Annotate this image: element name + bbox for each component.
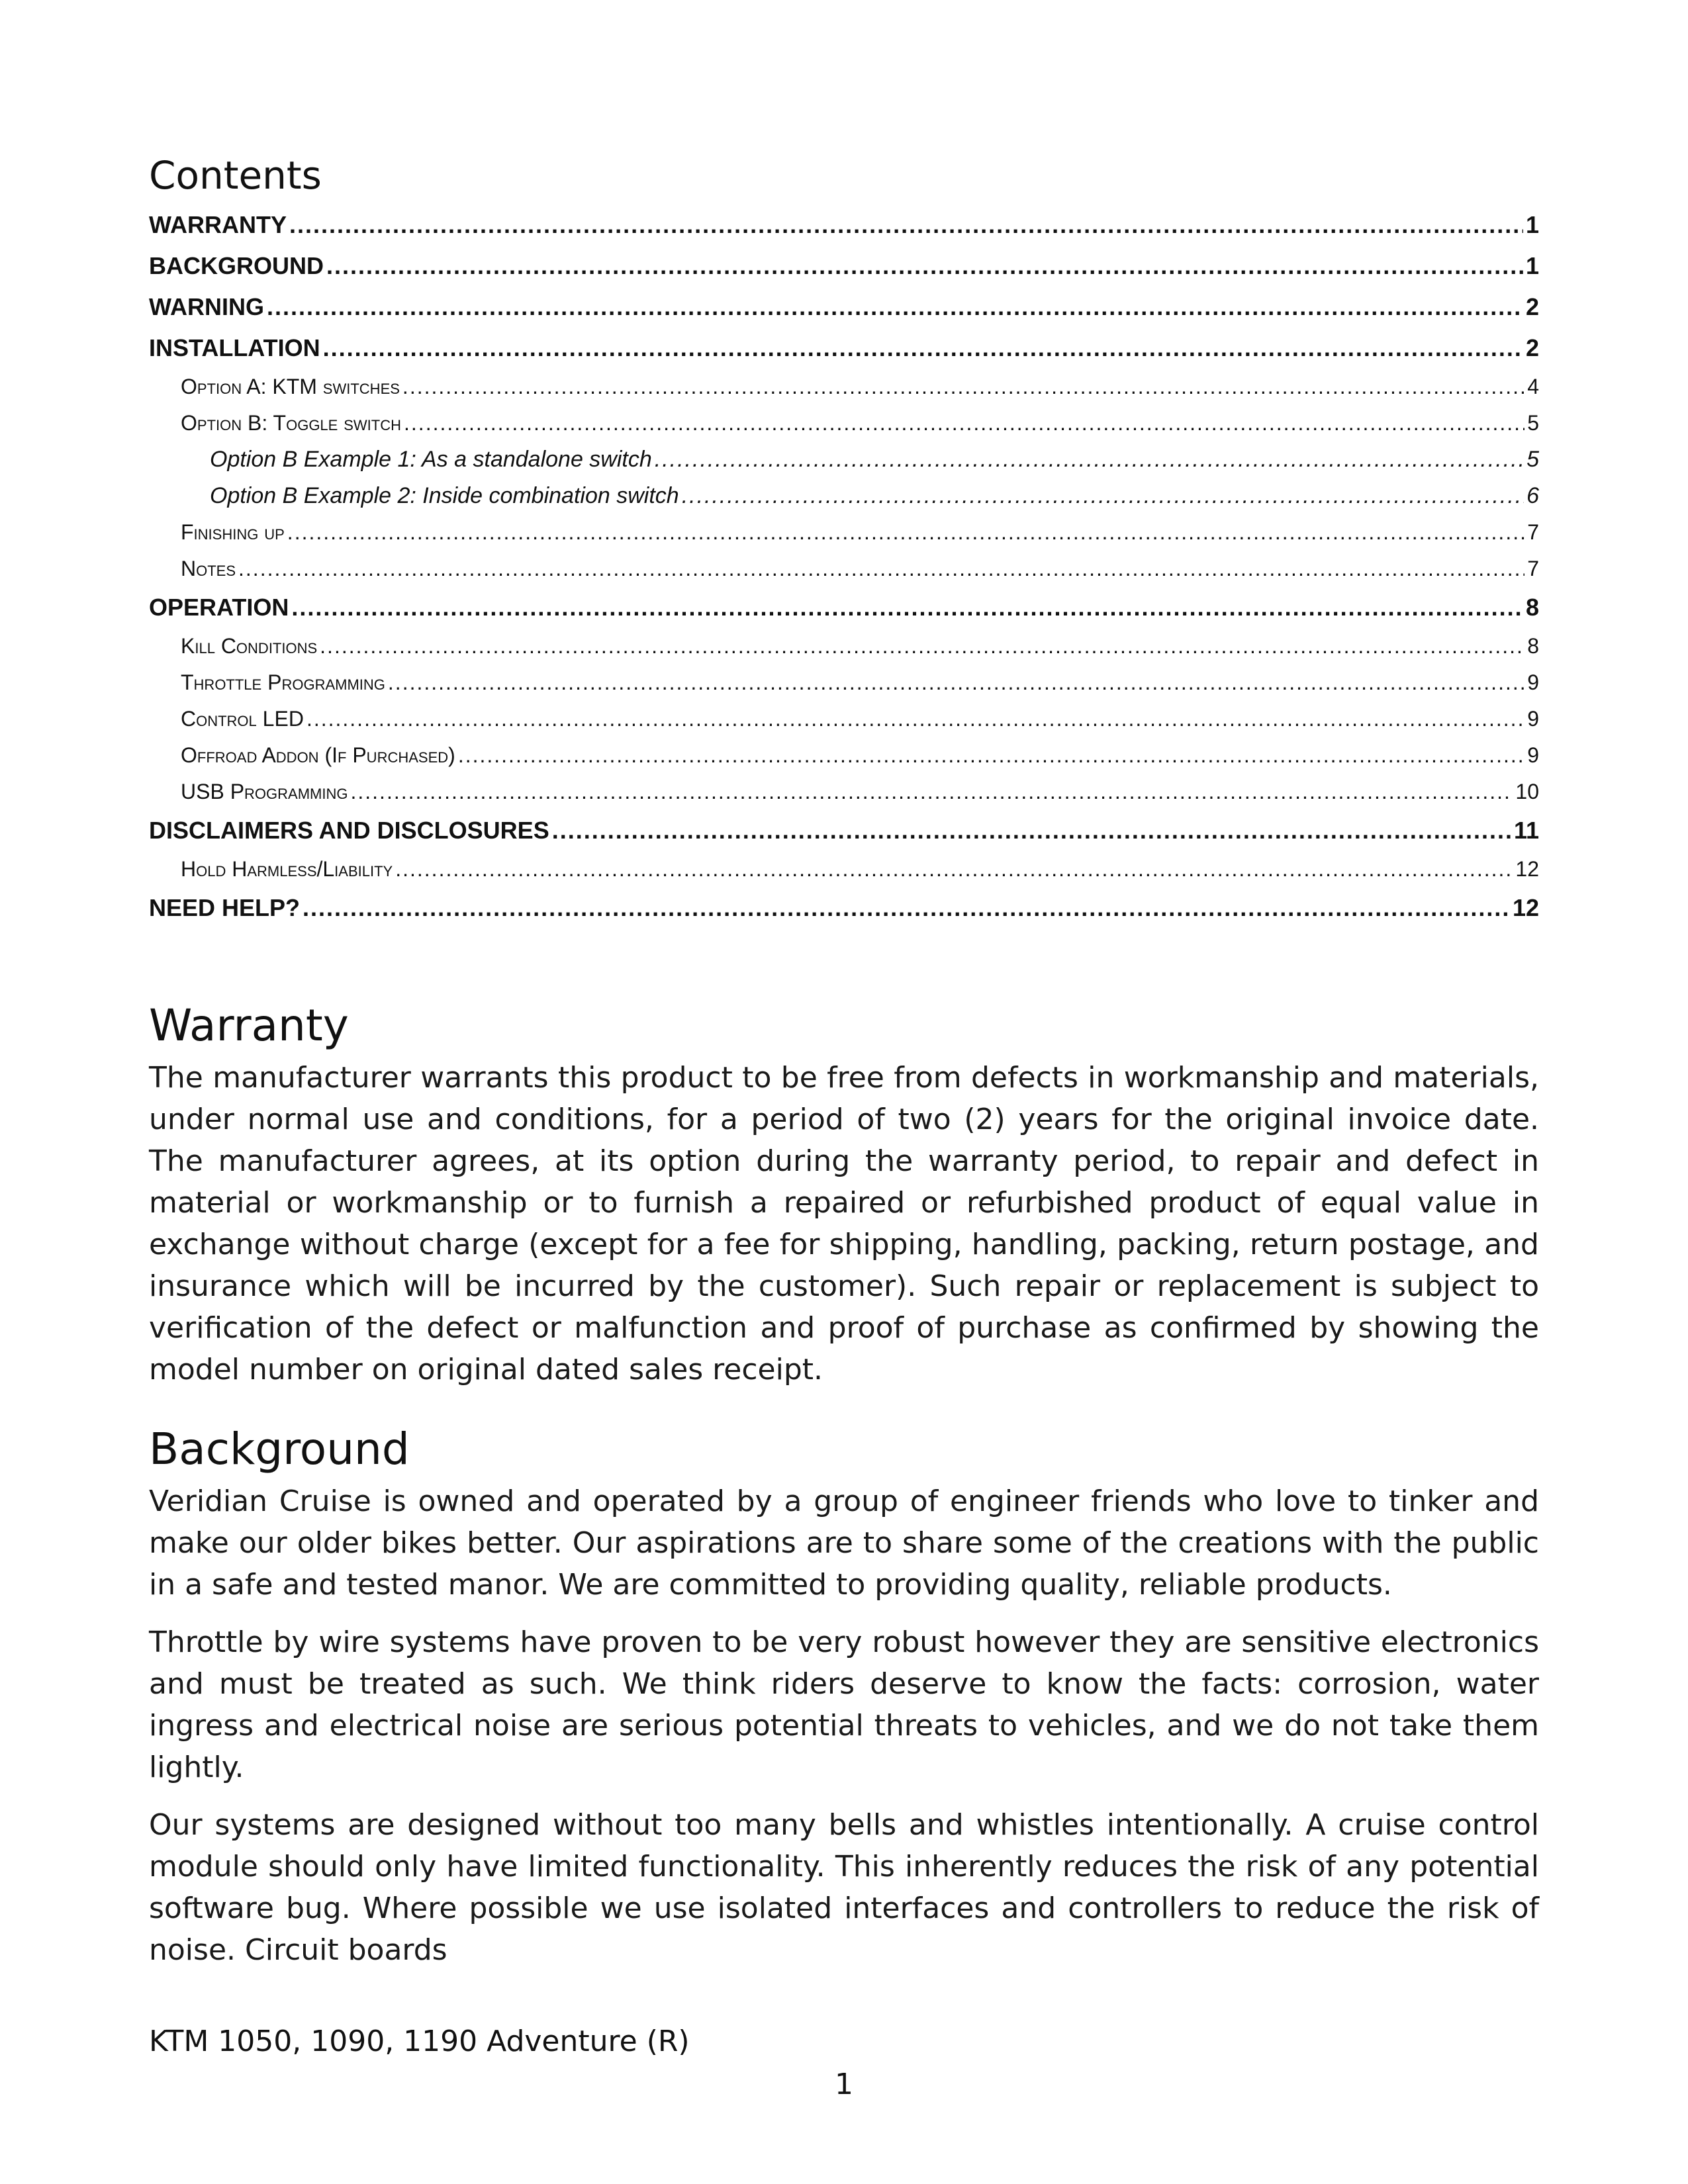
toc-entry-label: Offroad Addon (If Purchased) — [181, 743, 455, 767]
toc-page-number: 7 — [1527, 520, 1539, 544]
toc-entry-offroad-addon[interactable] — [149, 737, 1539, 774]
toc-entry-label: Hold Harmless/Liability — [181, 857, 393, 881]
toc-page-number: 8 — [1525, 594, 1539, 621]
toc-leader — [323, 328, 1523, 369]
toc-entry-need-help[interactable] — [149, 887, 1539, 929]
warranty-paragraph: The manufacturer warrants this product to be free from defects in workmanship and materials, under normal use and conditions, for a period of two (2) years for the original invoice date. The manufacturer agrees, at its option during the warranty period, to repair and defect in material or workmanship or to furnish a repaired or refurbished product of equal value in exchange without charge (except for a fee for shipping, handling, packing, return postage, and insurance which will be incurred by the customer). Such repair or replacement is subject to verification of the defect or malfunction and proof of purchase as confirmed by showing the model number on original dated sales receipt. — [149, 1061, 1539, 1387]
toc-entry-option-b-example-1[interactable] — [149, 441, 1539, 478]
toc-leader — [404, 405, 1524, 441]
toc-leader — [655, 441, 1524, 478]
toc-entry-label: Kill Conditions — [181, 634, 318, 658]
toc-entry-usb-programming[interactable] — [149, 774, 1539, 810]
toc-leader — [395, 851, 1513, 887]
toc-page-number: 5 — [1526, 447, 1539, 472]
toc-page-number: 1 — [1525, 252, 1539, 279]
toc-leader — [238, 551, 1524, 587]
toc-leader — [289, 205, 1523, 246]
toc-entry-label: INSTALLATION — [149, 334, 320, 361]
toc-entry-label: WARRANTY — [149, 211, 287, 238]
footer-model-line: KTM 1050, 1090, 1190 Adventure (R) — [149, 2025, 690, 2058]
toc-entry-disclaimers[interactable] — [149, 810, 1539, 851]
toc-entry-label: DISCLAIMERS AND DISCLOSURES — [149, 817, 549, 844]
toc-entry-label: USB Programming — [181, 780, 348, 803]
toc-leader — [267, 287, 1523, 328]
toc-entry-label: BACKGROUND — [149, 252, 324, 279]
warranty-heading: Warranty — [149, 1000, 349, 1051]
toc-leader — [388, 664, 1524, 701]
toc-entry-label: Option B Example 2: Inside combination switch — [210, 483, 679, 508]
toc-entry-label: NEED HELP? — [149, 894, 301, 921]
toc-entry-hold-harmless[interactable] — [149, 851, 1539, 887]
toc-page-number: 9 — [1527, 670, 1539, 694]
toc-page-number: 8 — [1527, 634, 1539, 658]
toc-leader — [350, 774, 1513, 810]
toc-page-number: 4 — [1527, 375, 1539, 398]
toc-entry-label: WARNING — [149, 293, 264, 320]
toc-page-number: 6 — [1526, 483, 1539, 508]
toc-entry-warranty[interactable] — [149, 205, 1539, 246]
toc-entry-label: Option B: Toggle switch — [181, 411, 402, 435]
toc-entry-warning[interactable] — [149, 287, 1539, 328]
toc-entry-finishing-up[interactable] — [149, 514, 1539, 551]
toc-page-number: 2 — [1525, 334, 1539, 361]
toc-entry-label: Control LED — [181, 707, 304, 731]
toc-entry-installation[interactable] — [149, 328, 1539, 369]
toc-entry-label: OPERATION — [149, 594, 289, 621]
toc-page-number: 9 — [1527, 743, 1539, 767]
toc-entry-option-b-example-2[interactable] — [149, 478, 1539, 514]
toc-entry-operation[interactable] — [149, 587, 1539, 628]
toc-entry-throttle-programming[interactable] — [149, 664, 1539, 701]
toc-entry-option-a[interactable] — [149, 369, 1539, 405]
toc-entry-label: Finishing up — [181, 520, 285, 544]
table-of-contents — [149, 205, 1539, 929]
toc-page-number: 12 — [1515, 857, 1539, 881]
toc-leader — [306, 701, 1524, 737]
toc-entry-label: Option B Example 1: As a standalone switch — [210, 447, 652, 472]
toc-entry-label: Notes — [181, 557, 236, 580]
toc-entry-label: Throttle Programming — [181, 670, 385, 694]
toc-leader — [287, 514, 1524, 551]
toc-page-number: 10 — [1515, 780, 1539, 803]
toc-page-number: 7 — [1527, 557, 1539, 580]
toc-leader — [320, 628, 1524, 664]
toc-page-number: 2 — [1525, 293, 1539, 320]
background-paragraph-1: Veridian Cruise is owned and operated by a group of engineer friends who love to tinker and make our older bikes better. Our aspirations are to share some of the creations with the public in a safe and tested manor. We are committed to providing quality, reliable products. — [149, 1484, 1539, 1602]
toc-entry-kill-conditions[interactable] — [149, 628, 1539, 664]
footer-page-number: 1 — [835, 2068, 853, 2101]
toc-page-number: 11 — [1513, 817, 1539, 844]
toc-page-number: 12 — [1512, 894, 1539, 921]
toc-entry-label: Option A: KTM switches — [181, 375, 400, 398]
toc-entry-background[interactable] — [149, 246, 1539, 287]
toc-entry-notes[interactable] — [149, 551, 1539, 587]
toc-leader — [303, 887, 1510, 929]
toc-page-number: 5 — [1527, 411, 1539, 435]
toc-page-number: 1 — [1525, 211, 1539, 238]
toc-entry-option-b[interactable] — [149, 405, 1539, 441]
background-paragraph-3: Our systems are designed without too many bells and whistles intentionally. A cruise control module should only have limited functionality. This inherently reduces the risk of any potential software bug. Where possible we use isolated interfaces and controllers to reduce the risk of noise. Circuit boards — [149, 1808, 1539, 1967]
toc-leader — [402, 369, 1524, 405]
toc-entry-control-led[interactable] — [149, 701, 1539, 737]
toc-leader — [326, 246, 1523, 287]
page-content — [149, 149, 1539, 1971]
toc-leader — [552, 810, 1511, 851]
toc-leader — [291, 587, 1523, 628]
toc-leader — [682, 478, 1524, 514]
background-paragraph-2: Throttle by wire systems have proven to be very robust however they are sensitive electronics and must be treated as such. We think riders deserve to know the facts: corrosion, water ingress and electrical noise are serious potential threats to vehicles, and we do not take them lightly. — [149, 1625, 1539, 1784]
toc-leader — [458, 737, 1524, 774]
toc-page-number: 9 — [1527, 707, 1539, 731]
background-heading: Background — [149, 1424, 410, 1475]
toc-title: Contents — [149, 153, 322, 198]
